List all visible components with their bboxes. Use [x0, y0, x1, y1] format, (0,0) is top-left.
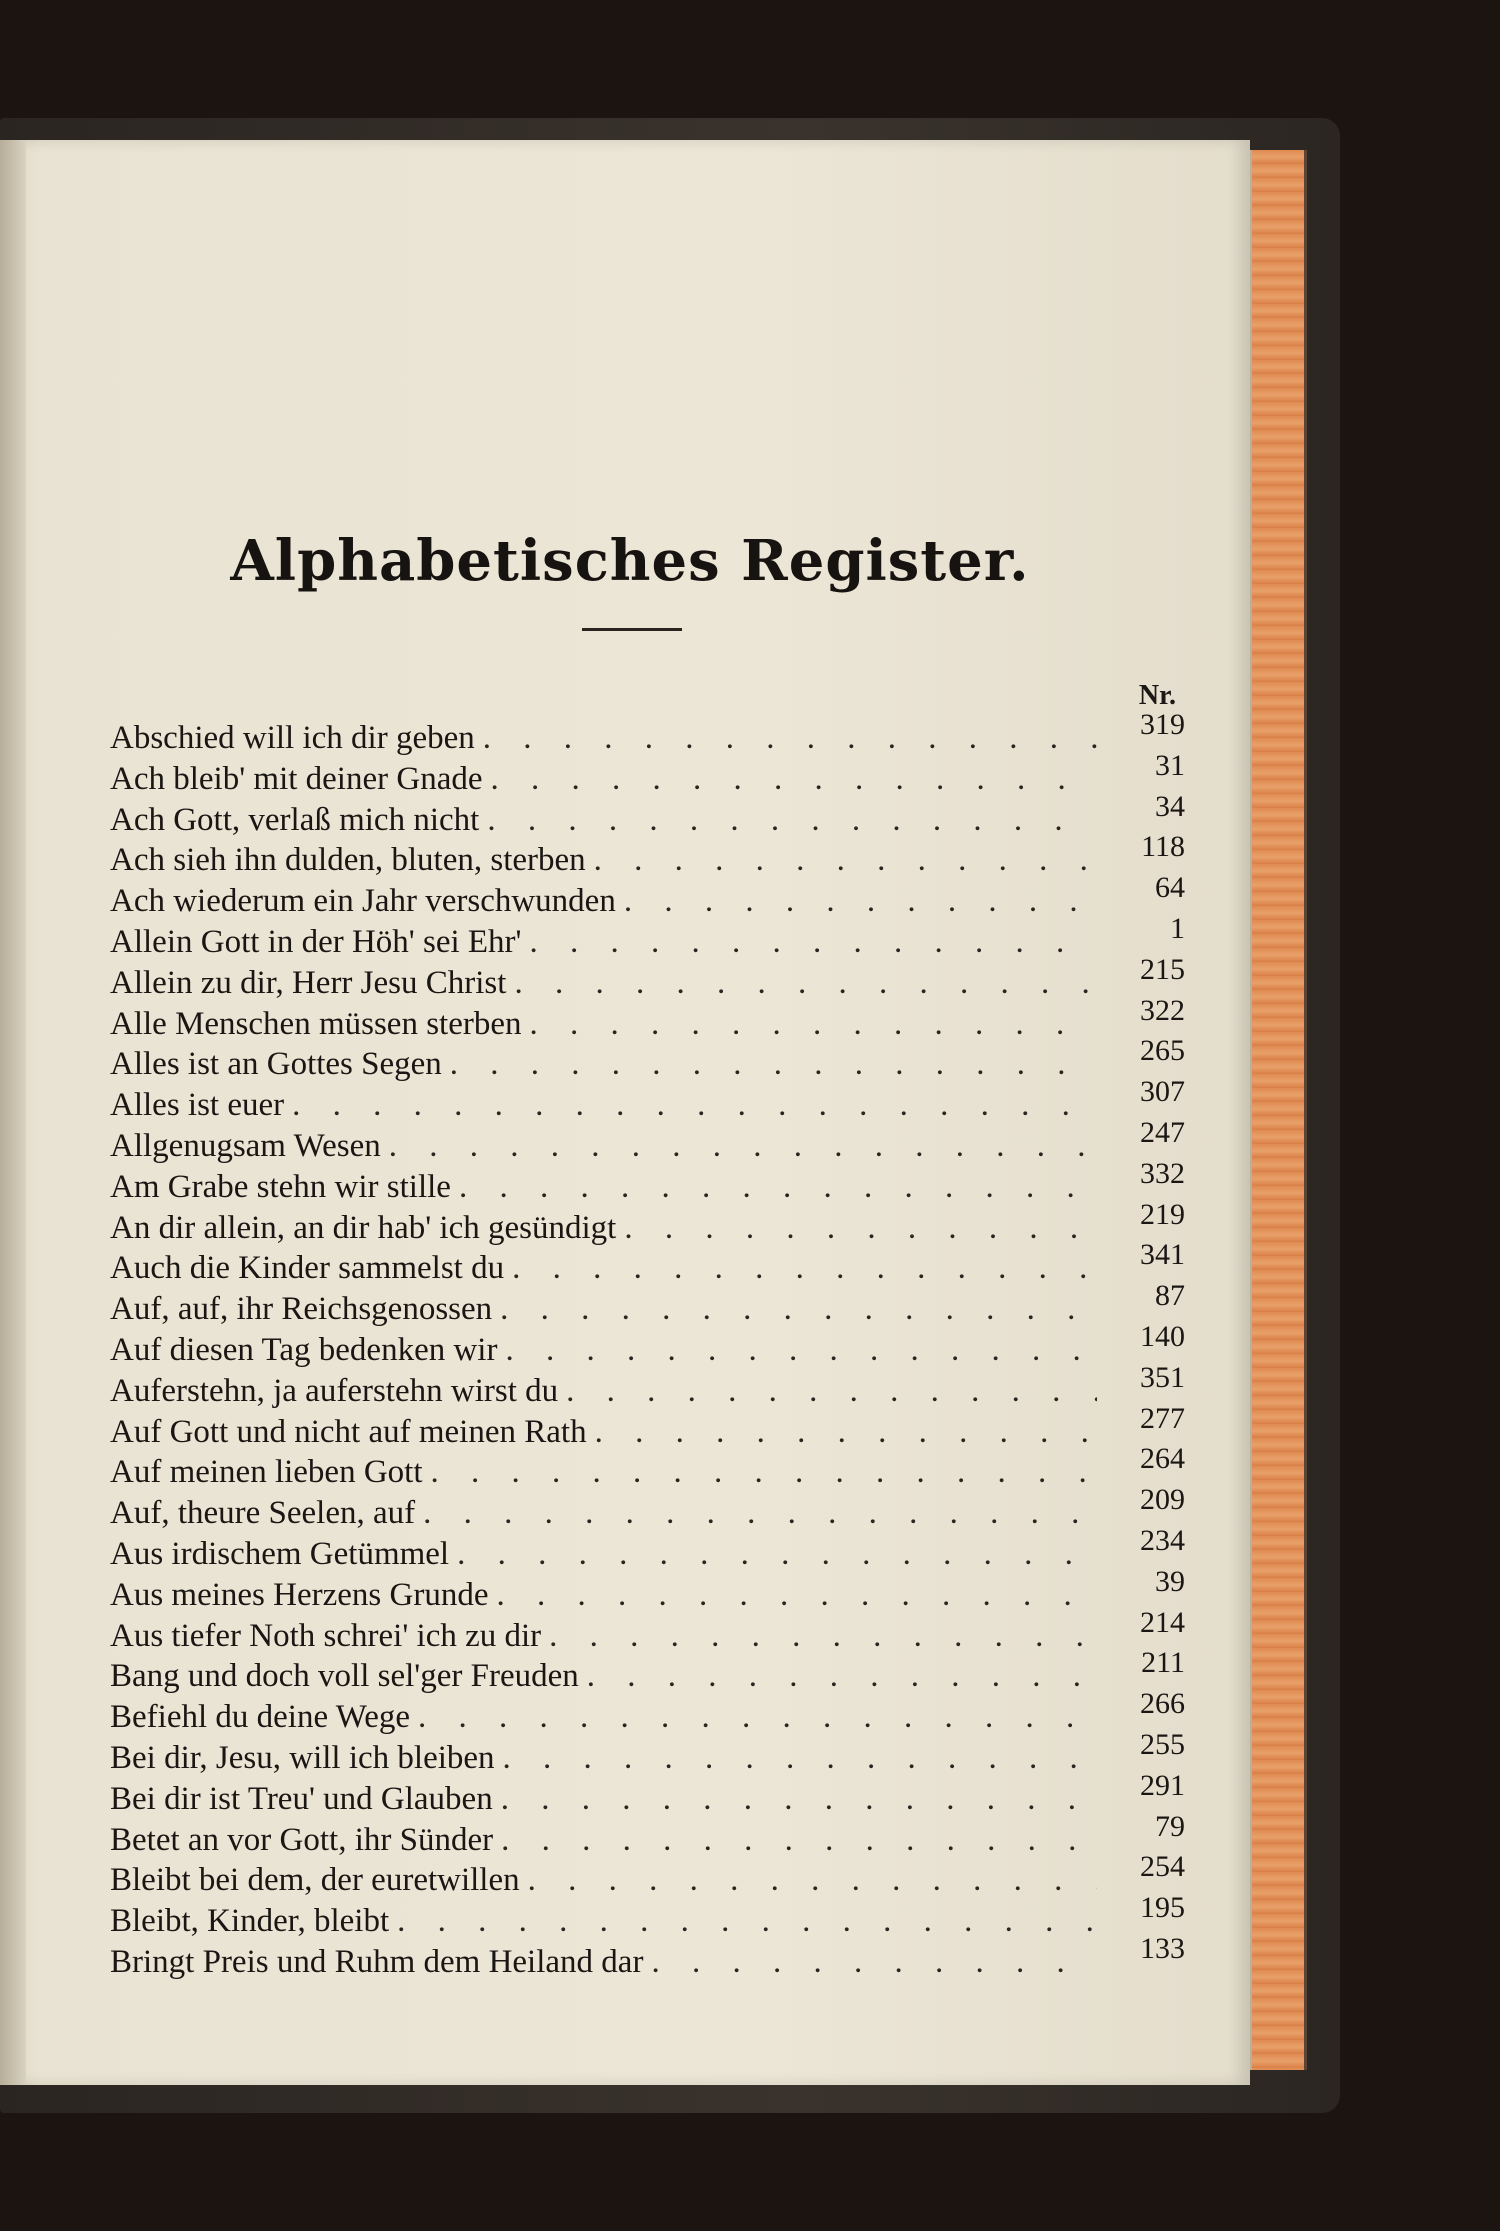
dot-leader [483, 720, 1097, 757]
entry-title: Bleibt, Kinder, bleibt [110, 1903, 390, 1940]
entry-title: Aus meines Herzens Grunde [110, 1576, 489, 1613]
register-entry [110, 1075, 1185, 1128]
entry-title: Befiehl du deine Wege [110, 1699, 411, 1736]
dot-leader [459, 1169, 1097, 1206]
dot-leader [496, 1577, 1097, 1614]
entry-title: Allein Gott in der Höh' sei Ehr' [110, 923, 522, 960]
entry-title: Allgenugsam Wesen [110, 1127, 381, 1164]
dot-leader [487, 802, 1097, 839]
entry-number: 118 [1141, 830, 1185, 864]
entry-title: Alles ist an Gottes Segen [110, 1046, 442, 1083]
entry-title: Auferstehn, ja auferstehn wirst du [110, 1372, 559, 1409]
entry-number: 215 [1140, 952, 1185, 986]
page-edges [1250, 150, 1307, 2070]
register-entry [110, 1360, 1185, 1414]
entry-number: 79 [1155, 1809, 1185, 1843]
dot-leader [501, 1822, 1097, 1859]
dot-leader [397, 1903, 1097, 1940]
register-entry [110, 1564, 1185, 1618]
entry-title: Alles ist euer [110, 1087, 285, 1124]
dot-leader [503, 1740, 1097, 1777]
title-divider [582, 628, 682, 631]
dot-leader [389, 1128, 1097, 1165]
dot-leader [528, 1862, 1097, 1899]
register-entry [110, 952, 1185, 1006]
register-entry [110, 1197, 1185, 1251]
entry-title: Allein zu dir, Herr Jesu Christ [110, 964, 507, 1001]
entry-title: Aus tiefer Noth schrei' ich zu dir [110, 1617, 542, 1654]
entry-number: 277 [1140, 1401, 1185, 1435]
entry-number: 219 [1140, 1197, 1185, 1231]
page-title: Alphabetisches Register. [230, 528, 1030, 594]
entry-title: Ach Gott, verlaß mich nicht [110, 801, 480, 838]
entry-number: 341 [1140, 1238, 1185, 1272]
entry-number: 195 [1140, 1891, 1185, 1925]
dot-leader [566, 1373, 1097, 1410]
register-entry [110, 1809, 1185, 1863]
entry-number: 265 [1140, 1034, 1185, 1068]
dot-leader [423, 1495, 1097, 1532]
register-entry [110, 1646, 1185, 1699]
entry-number: 34 [1155, 789, 1185, 823]
entry-title: Auf meinen lieben Gott [110, 1454, 423, 1491]
dot-leader [530, 1006, 1098, 1043]
entry-title: Auch die Kinder sammelst du [110, 1250, 505, 1287]
entry-number: 234 [1140, 1523, 1185, 1557]
entry-number: 214 [1140, 1605, 1185, 1639]
register-entry [110, 1931, 1185, 1985]
entry-title: Ach wiederum ein Jahr verschwunden [110, 883, 616, 920]
entry-title: Abschied will ich dir geben [110, 720, 475, 756]
dot-leader [457, 1536, 1097, 1573]
register-entry [110, 871, 1185, 924]
register-entry [110, 1523, 1185, 1577]
register-list [110, 708, 1185, 1985]
entry-number: 211 [1141, 1646, 1185, 1680]
entry-number: 319 [1140, 708, 1185, 741]
dot-leader [501, 1781, 1097, 1818]
dot-leader [587, 1658, 1097, 1695]
entry-number: 332 [1140, 1156, 1185, 1190]
dot-leader [505, 1332, 1097, 1369]
dot-leader [651, 1944, 1097, 1981]
entry-title: Auf diesen Tag bedenken wir [110, 1331, 498, 1368]
entry-title: Alle Menschen müssen sterben [110, 1005, 522, 1042]
entry-title: Bringt Preis und Ruhm dem Heiland dar [110, 1943, 644, 1980]
register-entry [110, 1319, 1185, 1373]
register-entry [110, 1115, 1185, 1169]
entry-title: Aus irdischem Getümmel [110, 1535, 450, 1572]
entry-number: 255 [1140, 1727, 1185, 1761]
entry-title: An dir allein, an dir hab' ich gesündigt [110, 1209, 617, 1246]
register-entry [110, 1442, 1185, 1495]
register-entry [110, 830, 1185, 883]
dot-leader [624, 883, 1097, 920]
entry-number: 133 [1140, 1931, 1185, 1965]
dot-leader [431, 1454, 1097, 1491]
entry-number: 247 [1140, 1115, 1185, 1149]
entry-number: 266 [1140, 1687, 1185, 1721]
dot-leader [500, 1291, 1097, 1328]
entry-number: 264 [1140, 1442, 1185, 1476]
entry-title: Auf, theure Seelen, auf [110, 1495, 416, 1532]
entry-title: Bang und doch voll sel'ger Freuden [110, 1658, 579, 1695]
register-entry [110, 1605, 1185, 1659]
register-entry [110, 1687, 1185, 1740]
register-entry [110, 708, 1185, 761]
entry-title: Betet an vor Gott, ihr Sünder [110, 1821, 494, 1858]
register-entry [110, 911, 1185, 965]
register-entry [110, 1850, 1185, 1903]
dot-leader [595, 1414, 1097, 1451]
entry-number: 351 [1140, 1360, 1185, 1394]
page-gutter [0, 140, 26, 2085]
entry-number: 140 [1140, 1319, 1185, 1353]
entry-number: 64 [1155, 871, 1185, 905]
entry-number: 39 [1155, 1564, 1185, 1598]
entry-title: Auf, auf, ihr Reichsgenossen [110, 1291, 493, 1328]
entry-title: Ach bleib' mit deiner Gnade [110, 760, 483, 797]
dot-leader [292, 1087, 1097, 1124]
dot-leader [530, 924, 1098, 961]
register-entry [110, 1891, 1185, 1944]
dot-leader [418, 1699, 1097, 1736]
register-entry [110, 748, 1185, 802]
dot-leader [514, 965, 1097, 1002]
register-entry [110, 789, 1185, 843]
register-entry [110, 1483, 1185, 1536]
register-entry [110, 1401, 1185, 1455]
entry-title: Ach sieh ihn dulden, bluten, sterben [110, 842, 586, 879]
dot-leader [450, 1046, 1097, 1083]
entry-number: 1 [1170, 911, 1185, 945]
entry-number: 322 [1140, 993, 1185, 1027]
entry-number: 307 [1140, 1075, 1185, 1109]
register-entry [110, 1727, 1185, 1781]
entry-title: Bleibt bei dem, der euretwillen [110, 1862, 520, 1899]
entry-number: 31 [1155, 748, 1185, 782]
register-entry [110, 993, 1185, 1047]
entry-number: 209 [1140, 1483, 1185, 1517]
entry-title: Bei dir ist Treu' und Glauben [110, 1780, 493, 1817]
register-entry [110, 1238, 1185, 1291]
dot-leader [549, 1618, 1097, 1655]
entry-title: Bei dir, Jesu, will ich bleiben [110, 1739, 495, 1776]
dot-leader [491, 761, 1098, 798]
entry-title: Am Grabe stehn wir stille [110, 1168, 451, 1205]
number-column-header: Nr. [1138, 680, 1176, 711]
entry-number: 87 [1155, 1279, 1185, 1313]
entry-number: 254 [1140, 1850, 1185, 1884]
dot-leader [624, 1210, 1097, 1247]
dot-leader [594, 842, 1097, 879]
register-entry [110, 1279, 1185, 1332]
register-entry [110, 1156, 1185, 1210]
entry-number: 291 [1140, 1768, 1185, 1802]
dot-leader [512, 1250, 1097, 1287]
entry-title: Auf Gott und nicht auf meinen Rath [110, 1413, 587, 1450]
register-entry [110, 1768, 1185, 1822]
register-entry [110, 1034, 1185, 1087]
